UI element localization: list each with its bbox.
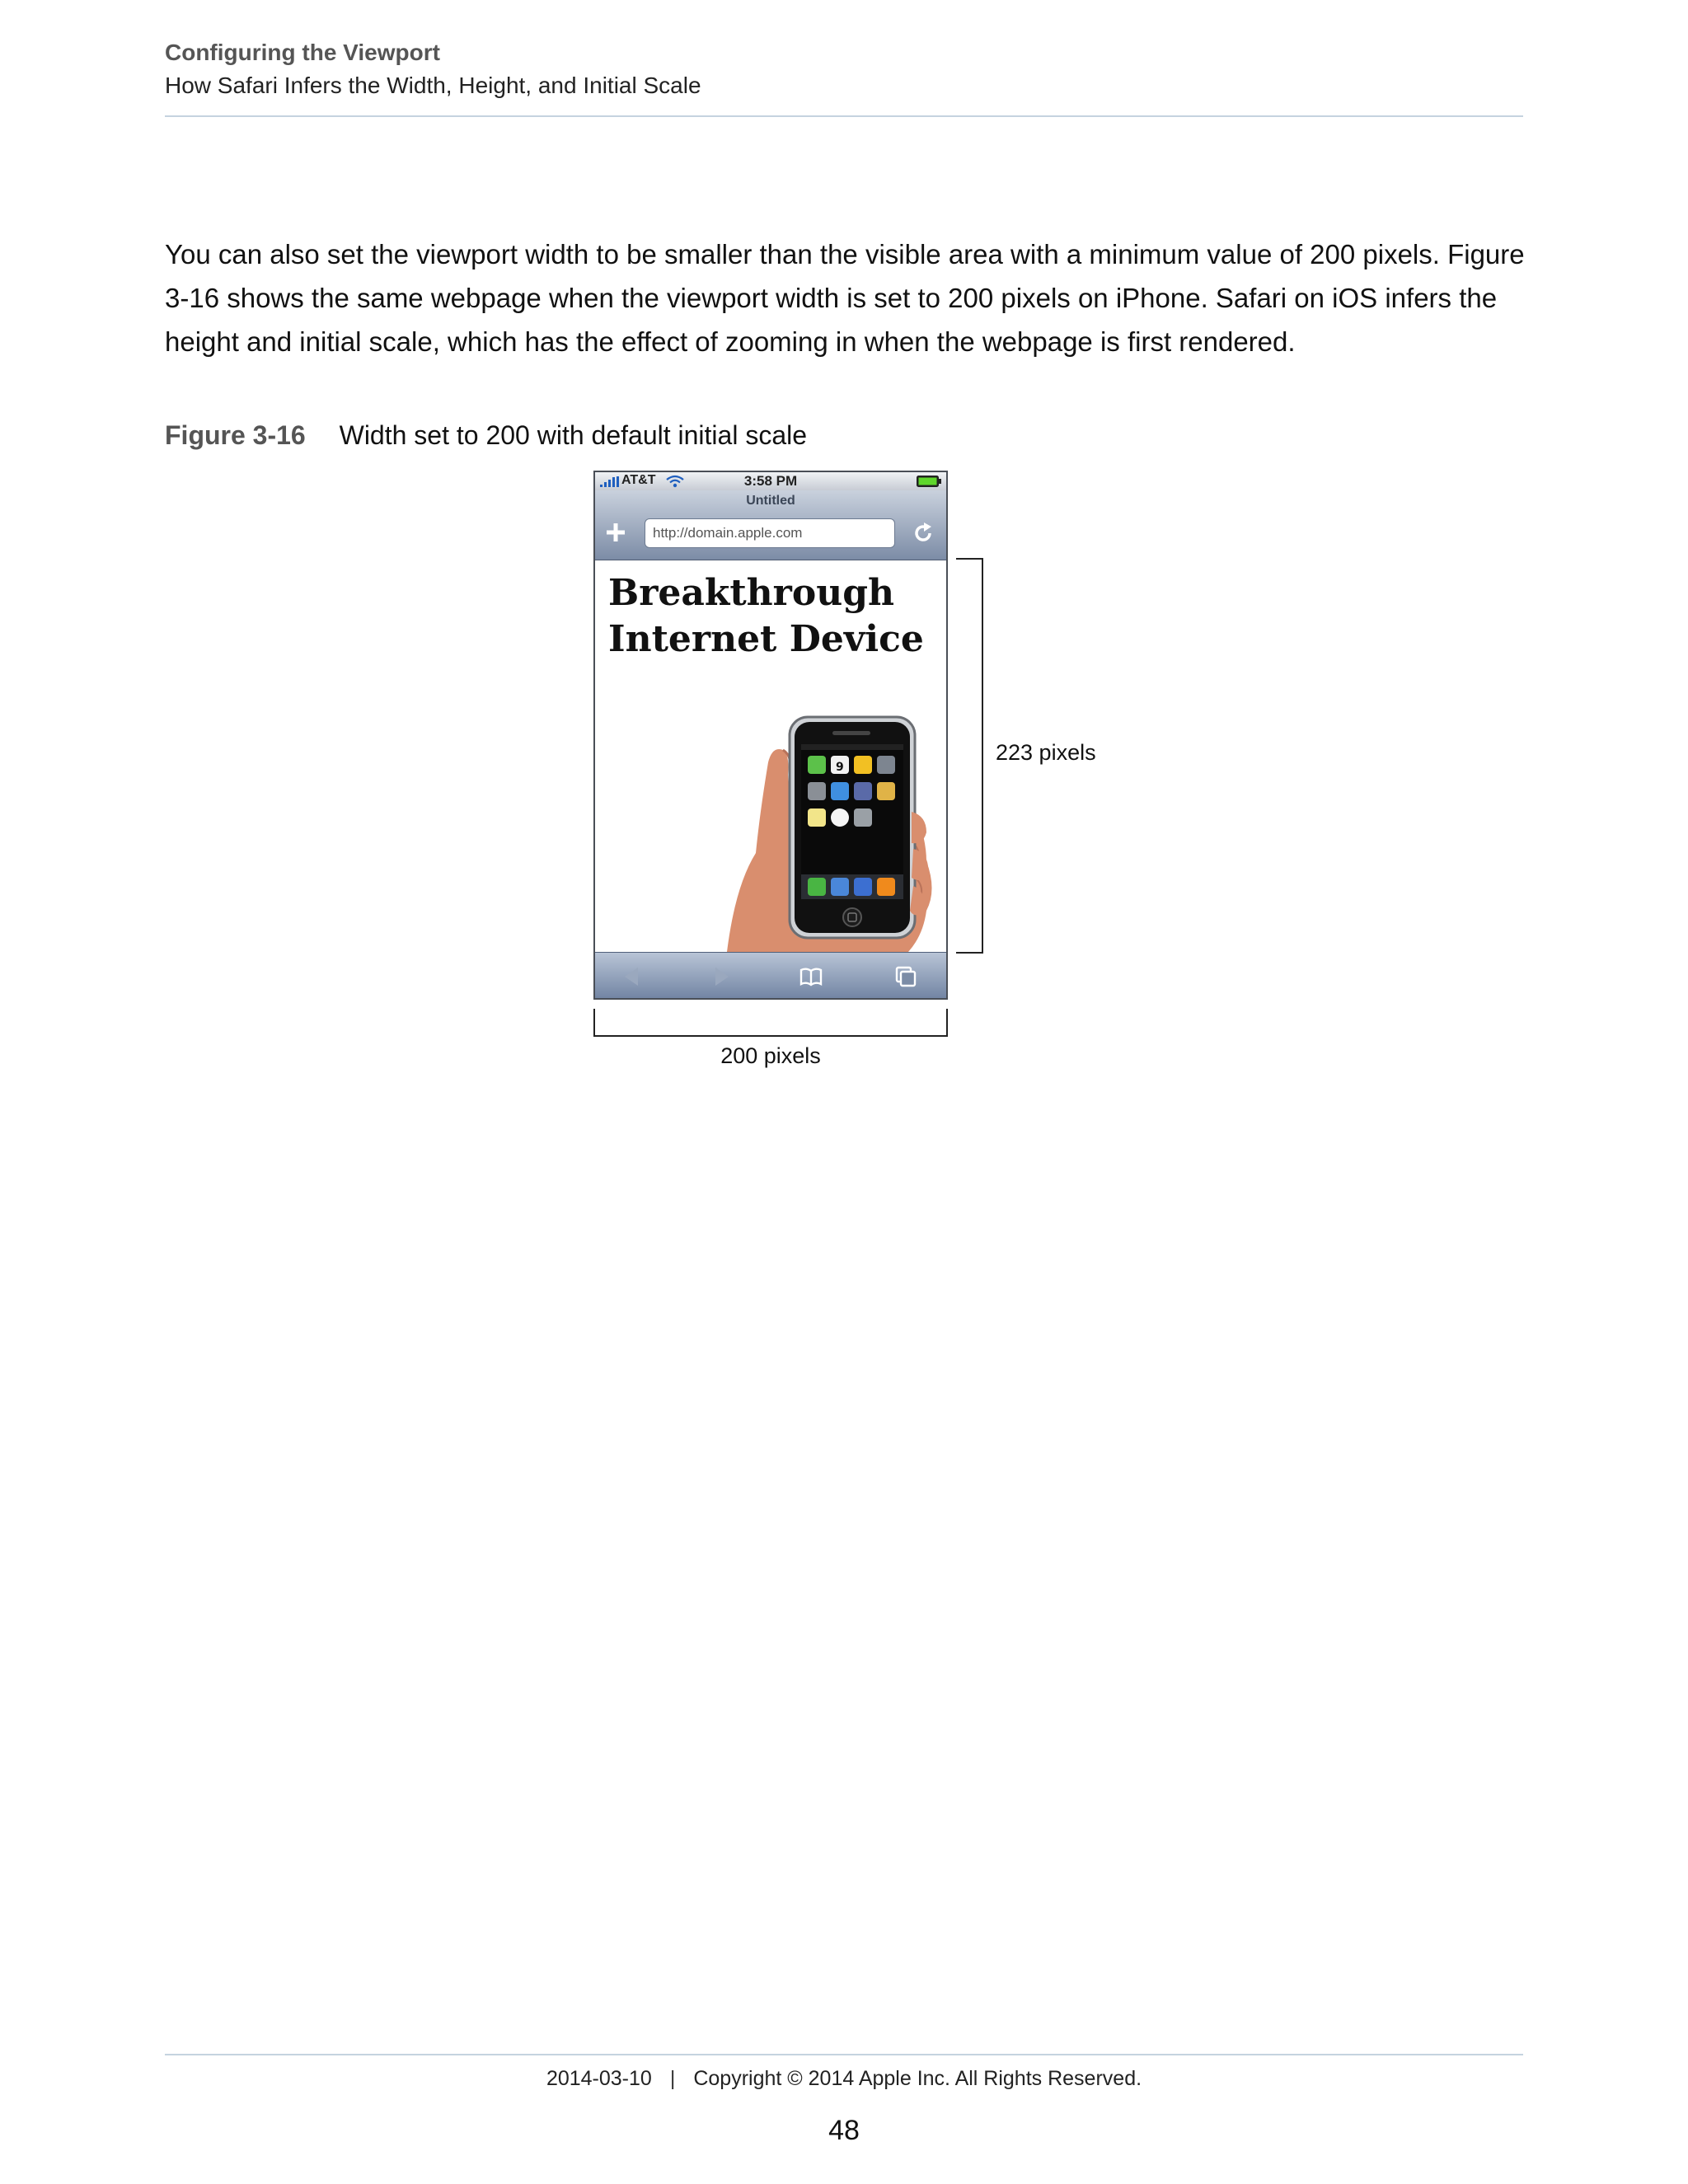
reload-icon[interactable] <box>912 522 935 545</box>
body-paragraph: You can also set the viewport width to be smaller than the visible area with a minimum value of 200 pixels. Figure 3-16 shows the same webpage when the viewport width is set to 200 pixels on iPhone. Safari on iOS infers the height and initial scale, which has the effect of zooming in when the webpage is first rendered. <box>165 239 1525 357</box>
figure-caption <box>165 415 807 455</box>
width-dimension-label: 200 pixels <box>720 1043 821 1068</box>
footer-copyright: Copyright © 2014 Apple Inc. All Rights Reserved. <box>693 2067 1142 2090</box>
header-chapter-title: Configuring the Viewport <box>165 40 440 65</box>
figure-label: Figure 3-16 <box>165 420 306 450</box>
battery-icon <box>917 476 941 487</box>
footer-separator: | <box>669 2067 676 2090</box>
figure-title: Width set to 200 with default initial scale <box>339 420 808 450</box>
url-field[interactable]: http://domain.apple.com <box>645 518 895 548</box>
status-time: 3:58 PM <box>743 473 798 489</box>
web-content <box>595 560 946 952</box>
web-headline-line-2: Internet Device <box>608 618 924 660</box>
svg-text:9: 9 <box>836 761 844 774</box>
back-arrow-icon[interactable] <box>620 964 645 989</box>
width-dimension-bracket <box>593 1009 948 1037</box>
safari-address-bar <box>595 490 946 560</box>
bookmarks-icon[interactable] <box>799 964 823 989</box>
footer-date: 2014-03-10 <box>546 2067 652 2090</box>
height-dimension-bracket <box>956 558 983 954</box>
header-divider <box>165 115 1523 117</box>
safari-toolbar <box>595 952 946 1000</box>
add-icon[interactable] <box>605 522 626 543</box>
page-number: 48 <box>828 2115 860 2146</box>
web-headline <box>608 570 938 663</box>
footer-divider <box>165 2054 1523 2055</box>
web-headline-line-1: Breakthrough <box>608 572 894 614</box>
footer <box>0 2067 1688 2091</box>
height-dimension-label: 223 pixels <box>996 740 1096 765</box>
hand-holding-iphone-image <box>710 713 946 952</box>
forward-arrow-icon[interactable] <box>709 964 734 989</box>
safari-page-title: Untitled <box>746 494 795 508</box>
pages-icon[interactable] <box>893 964 918 989</box>
page-header <box>165 36 1523 102</box>
iphone-screenshot <box>593 471 948 1000</box>
carrier-label: AT&T <box>621 473 656 487</box>
status-bar <box>595 472 946 490</box>
header-section-title: How Safari Infers the Width, Height, and Initial Scale <box>165 73 701 98</box>
